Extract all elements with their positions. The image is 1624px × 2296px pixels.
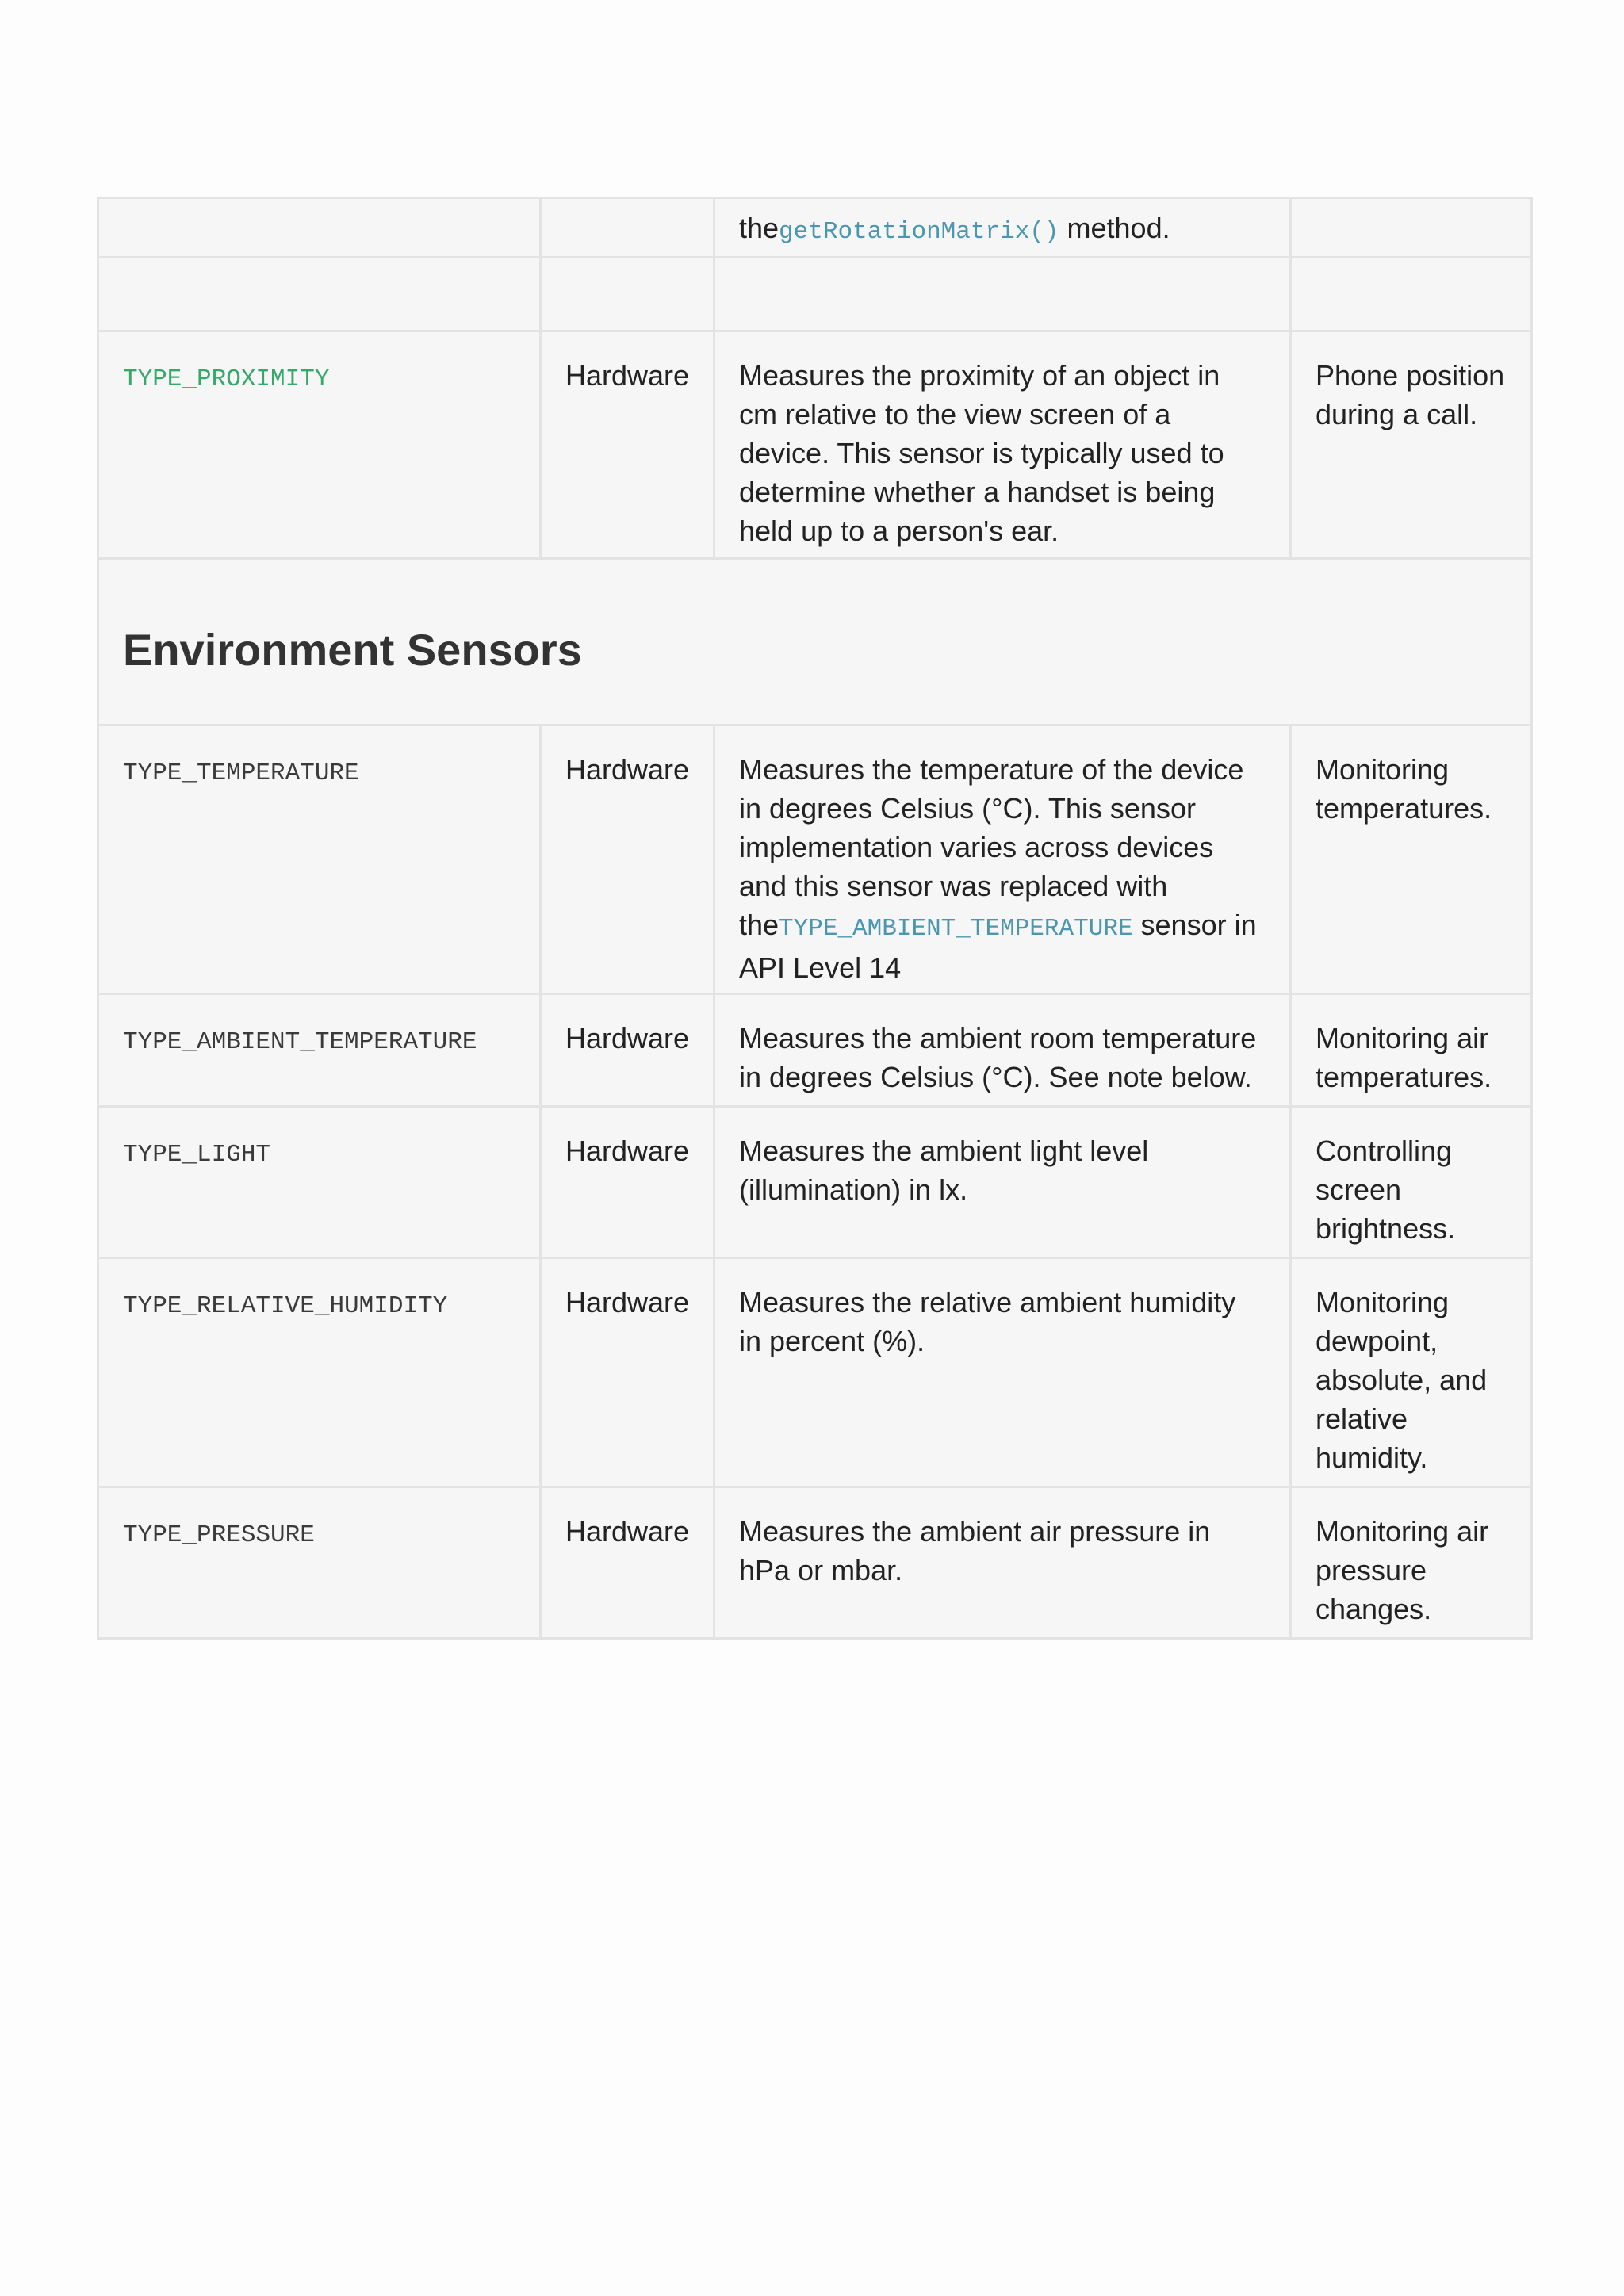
table-cell-empty bbox=[98, 258, 541, 331]
sensor-table bbox=[97, 197, 1533, 1640]
description-prefix: Measures the temperature of the device in degrees Celsius (°C). This sensor implementation varies across devices and this sensor was replaced with the bbox=[739, 753, 1244, 941]
table-cell-description: Measures the ambient light level (illumination) in lx. bbox=[714, 1107, 1291, 1258]
sensor-name: TYPE_PRESSURE bbox=[123, 1521, 315, 1549]
table-cell-type: Hardware bbox=[541, 1487, 714, 1639]
table-cell-uses: Monitoring air pressure changes. bbox=[1291, 1487, 1532, 1639]
table-row bbox=[98, 994, 1532, 1107]
table-row-temperature bbox=[98, 725, 1532, 994]
table-row-section-heading bbox=[98, 559, 1532, 725]
get-rotation-matrix-link[interactable]: getRotationMatrix() bbox=[779, 218, 1059, 246]
table-cell-type: Hardware bbox=[541, 994, 714, 1107]
table-cell-uses: Monitoring dewpoint, absolute, and relative humidity. bbox=[1291, 1258, 1532, 1487]
type-ambient-temperature-link[interactable]: TYPE_AMBIENT_TEMPERATURE bbox=[779, 915, 1133, 943]
table-cell-type: Hardware bbox=[541, 725, 714, 994]
table-cell-type: Hardware bbox=[541, 1258, 714, 1487]
table-cell-description bbox=[714, 198, 1291, 258]
description-suffix: sensor in API Level 14 bbox=[739, 909, 1257, 984]
table-cell-type: Hardware bbox=[541, 1107, 714, 1258]
table-row-proximity bbox=[98, 331, 1532, 559]
sensor-name: TYPE_TEMPERATURE bbox=[123, 760, 359, 787]
table-cell-description: Measures the ambient air pressure in hPa or mbar. bbox=[714, 1487, 1291, 1639]
table-cell-type bbox=[541, 198, 714, 258]
table-cell-empty bbox=[541, 258, 714, 331]
section-heading: Environment Sensors bbox=[123, 625, 582, 675]
continued-suffix: method. bbox=[1059, 212, 1170, 244]
table-cell-uses: Controlling screen brightness. bbox=[1291, 1107, 1532, 1258]
section-heading-cell bbox=[98, 559, 1532, 725]
table-cell-uses bbox=[1291, 198, 1532, 258]
table-row-continued bbox=[98, 198, 1532, 258]
sensor-name: TYPE_AMBIENT_TEMPERATURE bbox=[123, 1028, 477, 1056]
continued-prefix: the bbox=[739, 212, 779, 244]
sensor-name: TYPE_LIGHT bbox=[123, 1141, 271, 1169]
table-cell-name bbox=[98, 331, 541, 559]
table-cell-empty bbox=[1291, 258, 1532, 331]
table-cell-name bbox=[98, 1487, 541, 1639]
table-cell-name bbox=[98, 198, 541, 258]
table-cell-name bbox=[98, 1258, 541, 1487]
table-cell-uses: Phone position during a call. bbox=[1291, 331, 1532, 559]
table-cell-description bbox=[714, 725, 1291, 994]
table-cell-description: Measures the relative ambient humidity in percent (%). bbox=[714, 1258, 1291, 1487]
table-cell-empty bbox=[714, 258, 1291, 331]
table-cell-type: Hardware bbox=[541, 331, 714, 559]
table-row bbox=[98, 1107, 1532, 1258]
type-proximity-link[interactable]: TYPE_PROXIMITY bbox=[123, 365, 330, 393]
table-cell-description: Measures the proximity of an object in cm relative to the view screen of a device. This sensor is typically used to determine whether a handset is being held up to a person's ear. bbox=[714, 331, 1291, 559]
table-cell-description: Measures the ambient room temperature in degrees Celsius (°C). See note below. bbox=[714, 994, 1291, 1107]
table-cell-uses: Monitoring air temperatures. bbox=[1291, 994, 1532, 1107]
table-cell-name bbox=[98, 725, 541, 994]
table-cell-name bbox=[98, 1107, 541, 1258]
table-row bbox=[98, 1487, 1532, 1639]
table-cell-name bbox=[98, 994, 541, 1107]
table-row-empty bbox=[98, 258, 1532, 331]
table-row bbox=[98, 1258, 1532, 1487]
sensor-name: TYPE_RELATIVE_HUMIDITY bbox=[123, 1292, 448, 1320]
table-cell-uses: Monitoring temperatures. bbox=[1291, 725, 1532, 994]
